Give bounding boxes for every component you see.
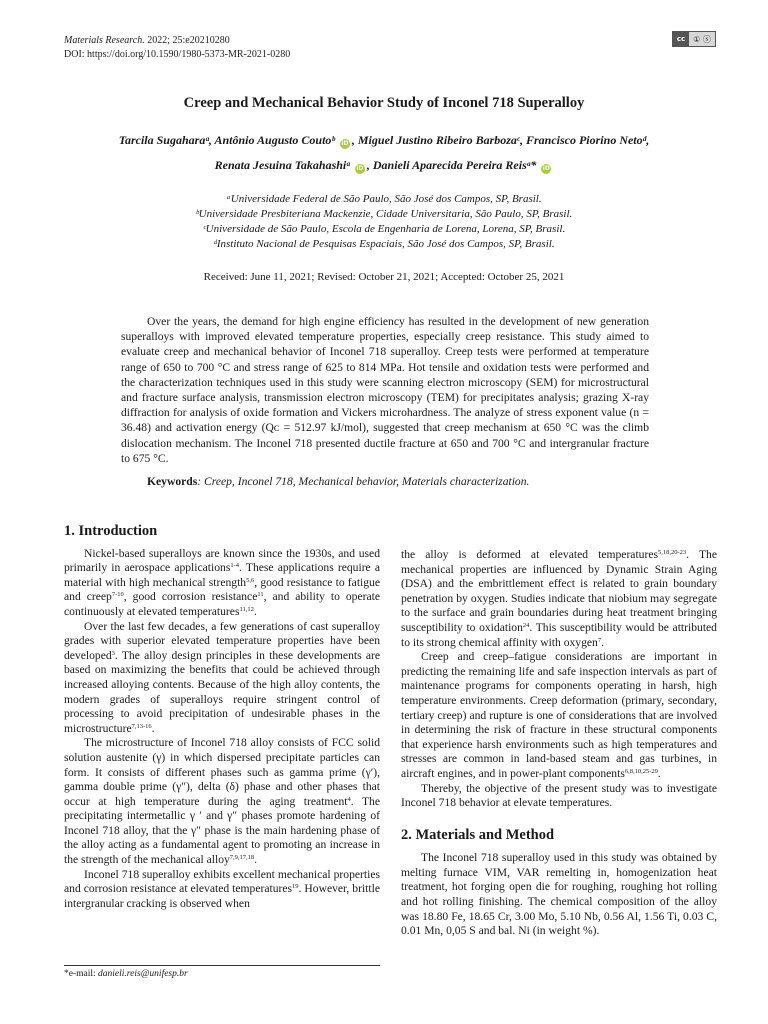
right-column <box>401 548 717 939</box>
section-heading-materials: 2. Materials and Method <box>401 826 555 843</box>
authors-text-1a: Tarcila Sugaharaᵃ, Antônio Augusto Coutoᵇ <box>118 133 338 147</box>
footnote-label: *e-mail: <box>64 969 99 979</box>
author-email[interactable]: danieli.reis@unifesp.br <box>98 969 188 979</box>
paragraph: Inconel 718 superalloy exhibits excellent mechanical properties and corrosion resistance at elevated temperatures$^{19}$. However, brittle intergranular cracking is observed when <box>64 867 380 910</box>
authors-line-1 <box>60 127 708 154</box>
journal-volume: 2022; 25:e20210280 <box>144 35 230 46</box>
paragraph: Creep and creep–fatigue considerations are important in predicting the remaining life and safe inspection intervals as part of maintenance programs for components operating in harsh, high temperature environments. Creep deformation (primary, secondary, tertiary creep) and rupture is one of considerations that are involved in determining the risk of fracture in these structural components that experience harsh environments such as high temperatures and stresses are common in land-based steam and gas turbines, in aircraft engines, and in power-plant components$^{6,8,10,25-29}$. <box>401 650 717 780</box>
keywords-list: : Creep, Inconel 718, Mechanical behavior, Materials characterization. <box>197 475 530 488</box>
section-heading-introduction: 1. Introduction <box>64 523 158 539</box>
orcid-icon[interactable]: iD <box>341 140 349 147</box>
orcid-icon[interactable]: iD <box>542 165 550 172</box>
affiliations <box>0 192 768 252</box>
paragraph: The microstructure of Inconel 718 alloy consists of FCC solid solution austenite (γ) in which dispersed precipitate particles can form. It consists of different phases such as gamma prime (γ′), gamma double prime (γ″), delta (δ) phase and other phases that occur at high temperature during the aging treatment$^4$. The precipitating intermetallic γ ′ and γ″ phases promote hardening of Inconel 718 alloy, that the γ″ phase is the main hardening phase of the alloy acting as a fundamental agent to promoting an increase in the strength of the mechanical alloy$^{7,9,17,18}$. <box>64 736 380 867</box>
by-label: ① ⓢ <box>693 34 711 44</box>
left-column <box>64 523 380 911</box>
footnote <box>64 969 188 979</box>
authors-line-2 <box>60 152 708 179</box>
paragraph: the alloy is deformed at elevated temperatures$^{5,18,20-23}$. The mechanical properties are influenced by Dynamic Strain Aging (DSA) and the embrittlement effect is related to grain boundary penetration by oxygen. Studies indicate that niobium may segregate to the surface and grain boundaries during heat treatment bringing susceptibility to oxidation$^{24}$. This susceptibility would be attributed to its strong chemical affinity with oxygen$^7$. <box>401 548 717 649</box>
paragraph: Over the last few decades, a few generations of cast superalloy grades with superior elevated temperature properties have been developed$^3$. The alloy design principles in these developments are based on maximizing the benefits that could be achieved through increased alloying contents. Because of the high alloy contents, the modern grades of superalloys require stringent control of processing to avoid precipitation of undesirable phases in the microstructure$^{7,13-16}$. <box>64 619 380 735</box>
cc-label: cc <box>673 32 689 46</box>
paragraph: Nickel-based superalloys are known since the 1930s, and used primarily in aerospace applications$^{1-4}$. These applications require a material with high mechanical strength$^{5,6}$, good resistance to fatigue and creep$^{7-10}$, good corrosion resistance$^{11}$, and ability to operate continuously at elevated temperatures$^{11,12}$. <box>64 546 380 618</box>
journal-header <box>64 34 290 62</box>
journal-name: Materials Research. <box>64 35 145 46</box>
footnote-divider <box>64 965 380 966</box>
affiliation-d: ᵈInstituto Nacional de Pesquisas Espaciais, São José dos Campos, SP, Brasil. <box>213 238 555 250</box>
orcid-icon[interactable]: iD <box>356 165 364 172</box>
authors-text-2b: , Danieli Aparecida Pereira Reisᵃ* <box>366 158 540 172</box>
authors-text-2a: Renata Jesuina Takahashiᵃ <box>214 158 353 172</box>
keywords <box>121 474 649 489</box>
authors-text-1b: , Miguel Justino Ribeiro Barbozaᶜ, Francisco Piorino Netoᵈ, <box>351 133 650 147</box>
doi-link[interactable]: DOI: https://doi.org/10.1590/1980-5373-MR-2021-0280 <box>64 49 291 60</box>
paragraph: Thereby, the objective of the present study was to investigate Inconel 718 behavior at elevate temperatures. <box>401 781 717 810</box>
cc-by-icon[interactable] <box>672 31 716 47</box>
keywords-label: Keywords <box>147 475 198 488</box>
affiliation-b: ᵇUniversidade Presbiteriana Mackenzie, Cidade Universitaria, São Paulo, SP, Brasil. <box>195 208 573 220</box>
affiliation-c: ᶜUniversidade de São Paulo, Escola de Engenharia de Lorena, Lorena, SP, Brasil. <box>202 223 566 235</box>
abstract: Over the years, the demand for high engine efficiency has resulted in the development of new generation superalloys with improved elevated temperature properties, especially creep resistance. This study aimed to evaluate creep and mechanical behavior of Inconel 718 superalloy. Creep tests were performed at temperature range of 650 to 700 °C and stress range of 625 to 814 MPa. Hot tensile and oxidation tests were performed and the characterization techniques used in this study were scanning electron microscopy (SEM) for microstructural and fracture surface analysis, transmission electron microscopy (TEM) for precipitates analysis; grazing X-ray diffraction for analysis of oxide formation and Vickers microhardness. The analyze of stress exponent value (n = 36.48) and activation energy (Qᴄ = 512.97 kJ/mol), suggested that creep mechanism at 650 °C was the climb dislocation mechanism. The Inconel 718 presented ductile fracture at 650 and 700 °C and intergranular fracture to 675 °C. <box>121 315 649 465</box>
paragraph: The Inconel 718 superalloy used in this study was obtained by melting furnace VIM, VAR remelting in, homogenization heat treatment, hot forging open die for roughing, roughing hot rolling and hot rolling finishing. The chemical composition of the alloy was 18.80 Fe, 18.65 Cr, 3.00 Mo, 5.10 Nb, 0.56 Al, 1.56 Ti, 0.03 C, 0.01 Mn, 0,05 S and bal. Ni (in weight %). <box>401 851 717 938</box>
submission-dates: Received: June 11, 2021; Revised: October 21, 2021; Accepted: October 25, 2021 <box>203 271 565 283</box>
affiliation-a: ᵃUniversidade Federal de São Paulo, São José dos Campos, SP, Brasil. <box>226 193 542 205</box>
paper-title: Creep and Mechanical Behavior Study of Inconel 718 Superalloy <box>183 95 585 111</box>
